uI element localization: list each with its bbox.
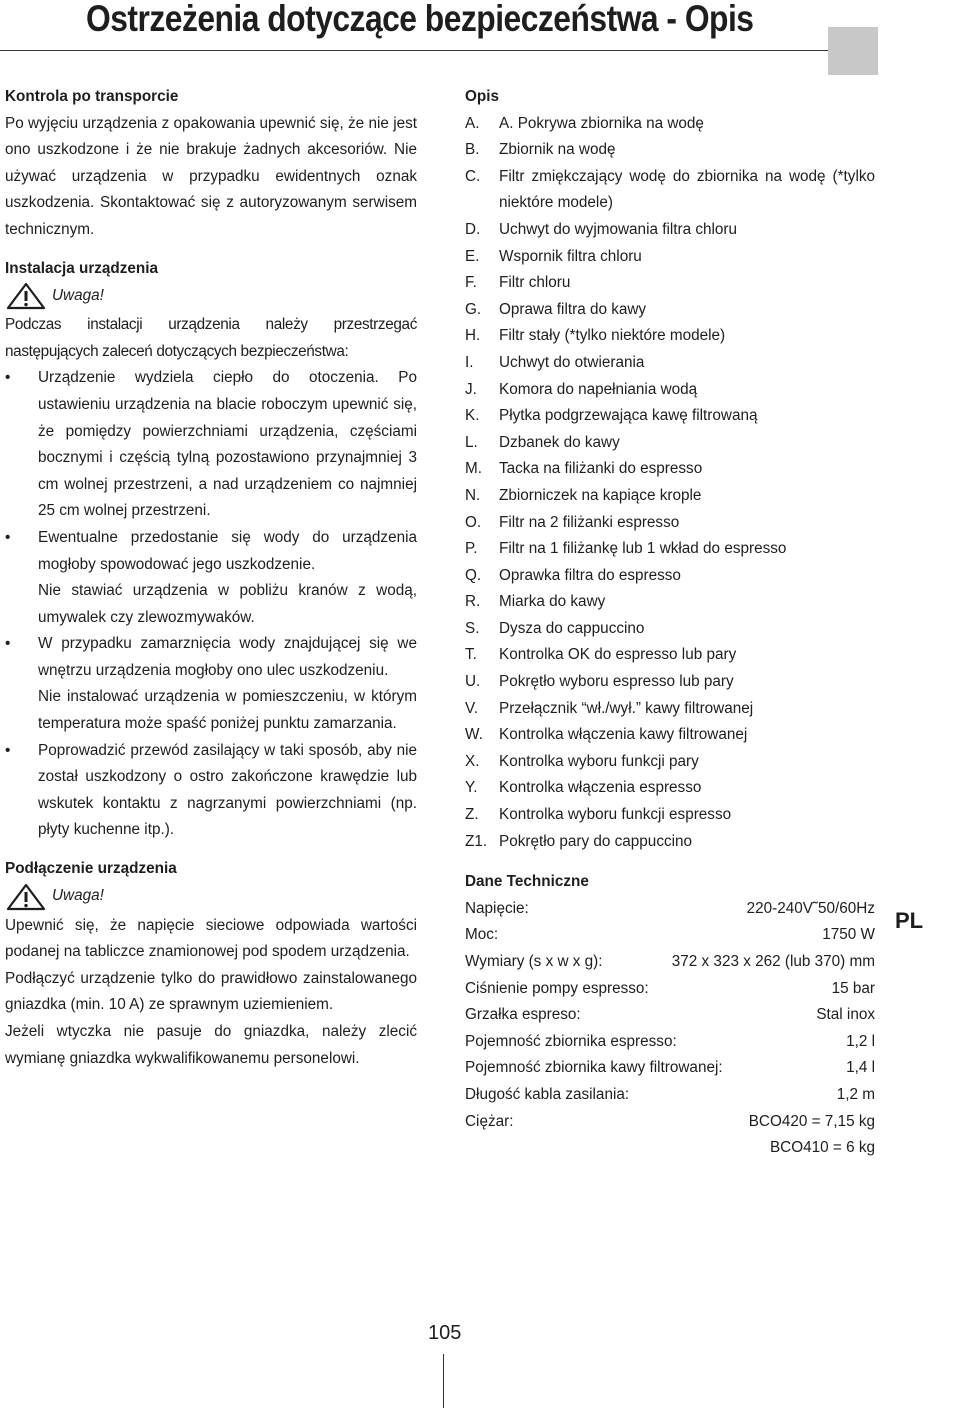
spec-label: Moc: [465,926,499,944]
opis-item-key: S. [465,619,480,637]
opis-item-key: L. [465,433,478,451]
opis-item-label: Oprawka filtra do espresso [499,566,681,584]
install-warning-label: Uwaga! [52,286,104,304]
page-title: Ostrzeżenia dotyczące bezpieczeństwa - Opis [86,0,754,39]
opis-item-label: Uchwyt do wyjmowania filtra chloru [499,220,738,238]
spec-label: Napięcie: [465,899,529,917]
opis-item-label: Dysza do cappuccino [499,619,645,637]
opis-list-item [465,244,875,271]
opis-list-item [465,616,875,643]
opis-list-item [465,536,875,563]
spec-value: 220-240V˜50/60Hz [746,899,875,917]
opis-item-key: V. [465,699,479,717]
opis-item-label: Pokrętło pary do cappuccino [499,832,693,850]
opis-list-item [465,217,875,244]
opis-item-key: P. [465,540,478,558]
spec-row [465,1135,875,1162]
opis-list-item [465,510,875,537]
spec-value: 1,4 l [846,1059,875,1077]
opis-item-key: U. [465,673,481,691]
opis-item-key: I. [465,353,474,371]
spec-row [465,896,875,923]
spec-value: BCO420 = 7,15 kg [748,1112,875,1130]
connect-para-2: Podłączyć urządzenie tylko do prawidłowo zainstalowanego gniazdka (min. 10 A) ze sprawnym uziemieniem. [5,969,417,1014]
opis-item-key: N. [465,486,481,504]
opis-item-label: Zbiorniczek na kapiące krople [499,486,702,504]
opis-list-item [465,802,875,829]
specs-heading: Dane Techniczne [465,873,589,891]
opis-item-label: Filtr na 2 filiżanki espresso [499,513,680,531]
opis-item-key: X. [465,752,480,770]
opis-item-key: W. [465,726,483,744]
install-bullet-3: • W przypadku zamarznięcia wody znajdującej się we wnętrzu urządzenia mogłoby ono ulec uszkodzeniu. Nie instalować urządzenia w pomieszczeniu, w którym temperatura może spaść poniżej punktu zamarzania. [5,635,417,733]
opis-item-label: Kontrolka wyboru funkcji espresso [499,806,732,824]
opis-item-label: Filtr chloru [499,274,571,292]
opis-list-item [465,164,875,217]
connect-warning-label: Uwaga! [52,887,104,905]
opis-item-label: Zbiornik na wodę [499,141,616,159]
opis-item-label: Kontrolka wyboru funkcji pary [499,752,699,770]
opis-item-key: F. [465,274,477,292]
opis-list-item [465,297,875,324]
left-column [5,84,417,1072]
spec-label: Pojemność zbiornika espresso: [465,1032,677,1050]
spec-row [465,922,875,949]
spec-label: Długość kabla zasilania: [465,1085,630,1103]
install-bullet-2: • Ewentualne przedostanie się wody do urządzenia mogłoby spowodować jego uszkodzenie. Nie stawiać urządzenia w pobliżu kranów z wodą, umywalek czy zlewozmywaków. [5,528,417,626]
opis-item-key: B. [465,141,480,159]
spec-row [465,1002,875,1029]
transport-heading: Kontrola po transporcie [5,88,179,105]
opis-item-label: Filtr stały (*tylko niektóre modele) [499,327,726,345]
spec-value: 1750 W [822,926,875,944]
install-bullet-4: • Poprowadzić przewód zasilający w taki sposób, aby nie został uszkodzony o ostro zakończone krawędzie lub wskutek kontaktu z nagrzanymi powierzchniami (np. płyty kuchenne itp.). [5,741,417,839]
opis-list-item [465,642,875,669]
spec-row [465,1082,875,1109]
spec-label: Ciśnienie pompy espresso: [465,979,649,997]
install-bullet-1: • Urządzenie wydziela ciepło do otoczenia. Po ustawieniu urządzenia na blacie roboczym upewnić się, że pomiędzy powierzchniami urządzenia, częściami bocznymi i częścią tylną pozostawiono przynajmniej 3 cm wolnej przestrzeni, a nad urządzeniem co najmniej 25 cm wolnej przestrzeni. [5,369,417,520]
corner-tab-block [828,27,878,75]
opis-item-label: Kontrolka włączenia kawy filtrowanej [499,726,748,744]
page-number: 105 [428,1322,462,1344]
transport-text: Po wyjęciu urządzenia z opakowania upewnić się, że nie jest ono uszkodzone i że nie brakuje żadnych akcesoriów. Nie używać urządzenia w przypadku ewidentnych oznak uszkodzenia. Skontaktować się z autoryzowanym serwisem technicznym. [5,114,417,238]
opis-item-label: Tacka na filiżanki do espresso [499,460,703,478]
opis-list-item [465,377,875,404]
opis-list-item [465,483,875,510]
opis-heading: Opis [465,88,499,105]
opis-item-key: J. [465,380,477,398]
opis-item-key: Z. [465,806,479,824]
warning-triangle-icon [5,883,47,911]
opis-list-item [465,589,875,616]
connect-heading: Podłączenie urządzenia [5,860,177,878]
opis-item-label: Oprawa filtra do kawy [499,300,647,318]
opis-item-label: Dzbanek do kawy [499,433,620,451]
opis-list-item [465,749,875,776]
opis-item-label: Przełącznik “wł./wył.” kawy filtrowanej [499,699,754,717]
spec-label: Wymiary (s x w x g): [465,953,603,970]
spec-value: 372 x 323 x 262 (lub 370) mm [671,953,875,970]
opis-list-item [465,775,875,802]
opis-item-label: Uchwyt do otwierania [499,353,645,371]
spec-value: BCO410 = 6 kg [769,1139,875,1157]
spec-label: Pojemność zbiornika kawy filtrowanej: [465,1059,723,1077]
opis-item-key: Z1. [465,832,488,850]
opis-item-label: Płytka podgrzewająca kawę filtrowaną [499,407,758,425]
opis-list-item [465,350,875,377]
spec-value: 1,2 l [846,1032,875,1050]
connect-para-3: Jeżeli wtyczka nie pasuje do gniazdka, należy zlecić wymianę gniazdka wykwalifikowanemu personelowi. [5,1023,417,1067]
spec-label: Grzałka espreso: [465,1006,581,1024]
opis-list-item [465,696,875,723]
opis-item-label: Filtr zmiękczający wodę do zbiornika na wodę (*tylko niektóre modele) [499,167,875,212]
opis-list-item [465,323,875,350]
specs-table [465,896,875,1162]
opis-item-label: A. Pokrywa zbiornika na wodę [499,114,704,132]
opis-item-key: H. [465,327,481,345]
opis-list-item [465,669,875,696]
opis-item-key: C. [465,167,481,185]
opis-list-item [465,111,875,138]
opis-list-item [465,722,875,749]
opis-list-item [465,403,875,430]
opis-item-key: K. [465,407,480,425]
opis-item-key: G. [465,300,482,318]
opis-list-item [465,829,875,856]
opis-item-key: D. [465,220,481,238]
spec-row [465,1029,875,1056]
spec-value: 15 bar [831,979,875,997]
language-badge: PL [895,908,924,933]
opis-list-item [465,456,875,483]
opis-list [465,111,875,856]
opis-item-key: O. [465,513,482,531]
opis-item-key: M. [465,460,482,478]
spec-value: Stal inox [816,1006,875,1024]
opis-item-label: Wspornik filtra chloru [499,247,642,265]
opis-item-key: R. [465,593,481,611]
title-divider [0,50,878,51]
connect-para-1: Upewnić się, że napięcie sieciowe odpowiada wartości podanej na tabliczce znamionowej pod spodem urządzenia. [5,916,417,961]
warning-triangle-icon [5,282,47,310]
opis-list-item [465,430,875,457]
opis-item-key: A. [465,114,480,132]
right-column [465,84,875,1162]
spec-row [465,976,875,1003]
opis-item-label: Filtr na 1 filiżankę lub 1 wkład do espresso [499,540,787,558]
opis-list-item [465,563,875,590]
opis-item-key: E. [465,247,480,265]
opis-list-item [465,270,875,297]
install-intro: Podczas instalacji urządzenia należy przestrzegać następujących zaleceń dotyczących bezpieczeństwa: [5,316,417,360]
install-warning [5,280,417,312]
opis-item-label: Miarka do kawy [499,593,606,611]
spec-value: 1,2 m [836,1085,875,1103]
spec-row [465,1055,875,1082]
spec-row [465,949,875,976]
page-number-rule [443,1354,444,1408]
connect-warning [5,881,417,913]
opis-list-item [465,137,875,164]
spec-label: Ciężar: [465,1112,514,1130]
opis-item-label: Pokrętło wyboru espresso lub pary [499,673,734,691]
opis-item-key: Y. [465,779,478,797]
spec-row [465,1109,875,1136]
opis-item-label: Kontrolka OK do espresso lub pary [499,646,737,664]
opis-item-label: Komora do napełniania wodą [499,380,698,398]
install-heading: Instalacja urządzenia [5,259,159,277]
opis-item-key: Q. [465,566,482,584]
opis-item-label: Kontrolka włączenia espresso [499,779,702,797]
opis-item-key: T. [465,646,477,664]
